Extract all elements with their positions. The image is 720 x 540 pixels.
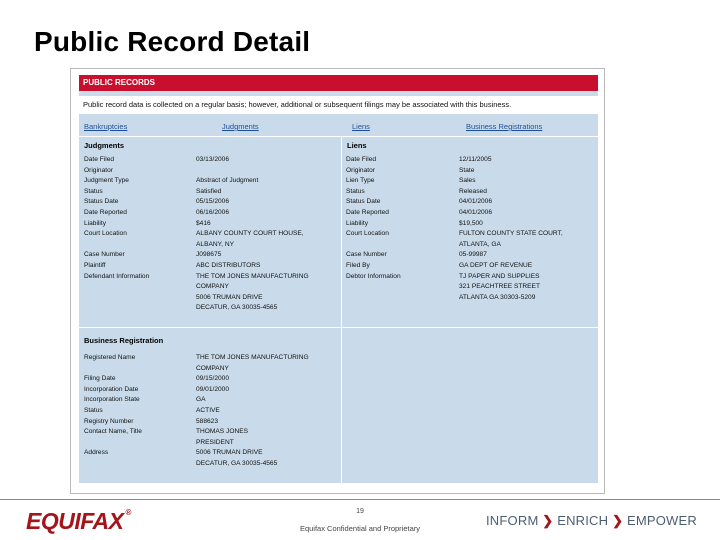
field-value: State (459, 166, 475, 174)
field-label: Date Filed (84, 156, 115, 163)
confidential-notice: Equifax Confidential and Proprietary (299, 524, 421, 533)
field-value: GA (196, 396, 206, 404)
field-value: COMPANY (196, 283, 229, 291)
field-value: THE TOM JONES MANUFACTURING (196, 272, 309, 280)
field-label: Date Reported (84, 209, 127, 216)
field-label: Court Location (84, 230, 127, 238)
tagline-enrich: ENRICH (557, 513, 609, 528)
field-label: Incorporation State (84, 396, 140, 404)
liens-title: Liens (347, 141, 367, 150)
public-records-body (79, 91, 598, 483)
intro-text: Public record data is collected on a regular basis; however, additional or subsequent filings may be associated with this business. (79, 96, 598, 114)
equifax-logo (26, 508, 131, 535)
field-value: ALBANY, NY (196, 240, 234, 248)
logo-text: EQUIFAX (26, 508, 124, 534)
field-value: ABC DISTRIBUTORS (196, 262, 261, 269)
field-value: $416 (196, 219, 211, 227)
field-value: 12/11/2005 (459, 156, 492, 163)
field-value: DECATUR, GA 30035-4565 (196, 460, 278, 467)
footer-divider (0, 499, 720, 500)
field-value: 05-99987 (459, 251, 487, 259)
field-value: 04/01/2006 (459, 198, 493, 206)
field-value: ALBANY COUNTY COURT HOUSE, (196, 230, 304, 238)
field-value: Abstract of Judgment (196, 177, 259, 185)
chevron-right-icon: ❯ (612, 513, 624, 528)
field-label: Status (84, 187, 103, 195)
divider (79, 136, 598, 137)
field-label: Case Number (84, 251, 125, 259)
field-value: 04/01/2006 (459, 209, 493, 216)
field-label: Judgment Type (84, 177, 129, 185)
field-label: Date Reported (346, 209, 389, 216)
field-label: Registered Name (84, 354, 136, 361)
field-value: GA DEPT OF REVENUE (459, 262, 533, 269)
field-label: Status (346, 187, 365, 195)
judgments-title: Judgments (84, 141, 125, 150)
field-label: Registry Number (84, 417, 134, 425)
field-value: FULTON COUNTY STATE COURT, (459, 230, 563, 238)
field-label: Status Date (346, 198, 381, 206)
field-value: ATLANTA, GA (459, 240, 501, 248)
field-value: Satisfied (196, 187, 222, 195)
registered-mark: ® (125, 508, 131, 517)
field-value: COMPANY (196, 364, 229, 372)
field-value: ATLANTA GA 30303-5209 (459, 293, 536, 301)
field-value: Released (459, 187, 487, 195)
business-registration-title: Business Registration (84, 336, 164, 345)
field-label: Date Filed (346, 156, 377, 163)
link-judgments[interactable]: Judgments (222, 122, 259, 131)
field-value: DECATUR, GA 30035-4565 (196, 304, 278, 312)
tagline-inform: INFORM (486, 513, 539, 528)
chevron-right-icon: ❯ (542, 513, 554, 528)
field-value: 5006 TRUMAN DRIVE (196, 293, 263, 301)
field-value: 06/16/2006 (196, 209, 230, 216)
field-value: THE TOM JONES MANUFACTURING (196, 354, 309, 361)
field-label: Originator (84, 166, 113, 174)
field-label: Filed By (346, 262, 370, 269)
field-value: 09/01/2000 (196, 385, 230, 393)
divider (79, 327, 598, 328)
field-value: 5006 TRUMAN DRIVE (196, 449, 263, 457)
field-value: 09/15/2000 (196, 375, 230, 383)
field-label: Incorporation Date (84, 385, 139, 393)
column-divider (341, 136, 342, 483)
field-label: Originator (346, 166, 375, 174)
field-value: 321 PEACHTREE STREET (459, 283, 540, 291)
field-label: Court Location (346, 230, 389, 238)
field-value: 05/15/2006 (196, 198, 230, 206)
field-value: TJ PAPER AND SUPPLIES (459, 272, 540, 280)
field-label: Plaintiff (84, 262, 106, 269)
field-label: Debtor Information (346, 272, 401, 280)
link-business-registrations[interactable]: Business Registrations (466, 122, 543, 131)
field-value: ACTIVE (196, 407, 220, 414)
field-value: 03/13/2006 (196, 156, 230, 163)
field-value: Sales (459, 177, 476, 185)
public-records-report (70, 68, 605, 494)
field-label: Liability (84, 219, 106, 227)
field-label: Filing Date (84, 375, 116, 383)
field-label: Lien Type (346, 177, 375, 185)
field-label: Contact Name, Title (84, 428, 142, 436)
field-value: THOMAS JONES (196, 428, 249, 436)
field-label: Status Date (84, 198, 119, 206)
field-label: Address (84, 449, 109, 457)
tagline-empower: EMPOWER (626, 513, 697, 528)
field-label: Liability (346, 219, 368, 227)
field-value: J098675 (196, 251, 222, 259)
field-label: Case Number (346, 251, 387, 259)
public-records-header: PUBLIC RECORDS (79, 75, 598, 91)
link-bankruptcies[interactable]: Bankruptcies (84, 122, 128, 131)
slide-title: Public Record Detail (34, 26, 311, 57)
field-value: 588623 (196, 417, 219, 425)
field-label: Status (84, 407, 103, 414)
field-value: PRESIDENT (196, 438, 234, 446)
page-number: 19 (356, 508, 364, 515)
field-label: Defendant Information (84, 272, 150, 280)
link-liens[interactable]: Liens (352, 122, 370, 131)
tagline (486, 513, 697, 529)
field-value: $19,500 (459, 219, 483, 227)
